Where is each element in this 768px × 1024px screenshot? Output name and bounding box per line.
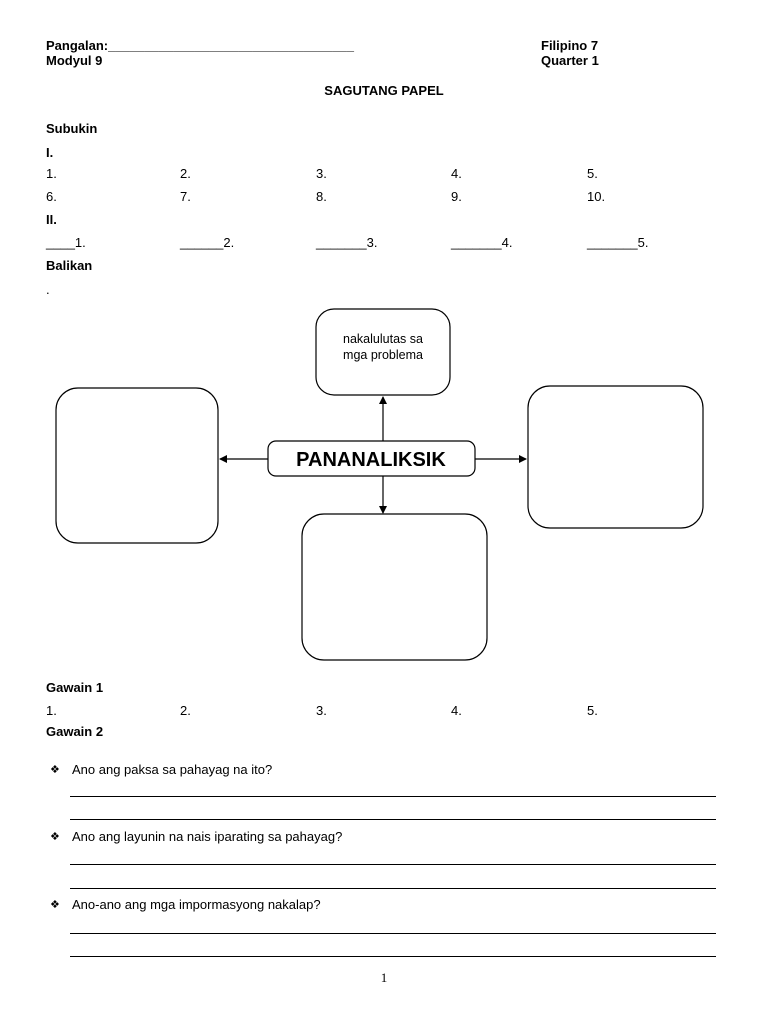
answer-line[interactable]: [70, 888, 716, 889]
answer-item[interactable]: 3.: [316, 166, 327, 181]
answer-item[interactable]: 7.: [180, 189, 191, 204]
answer-line[interactable]: [70, 956, 716, 957]
question-text: Ano ang paksa sa pahayag na ito?: [72, 762, 273, 777]
answer-line[interactable]: [70, 933, 716, 934]
question-text: Ano-ano ang mga impormasyong nakalap?: [72, 897, 321, 912]
bottom-box[interactable]: [302, 514, 487, 660]
left-box[interactable]: [56, 388, 218, 543]
answer-item[interactable]: 1.: [46, 703, 57, 718]
quarter-label: Quarter 1: [541, 53, 599, 68]
answer-blank[interactable]: ____1.: [46, 235, 86, 250]
answer-blank[interactable]: _______5.: [587, 235, 649, 250]
answer-item[interactable]: 4.: [451, 166, 462, 181]
answer-item[interactable]: 1.: [46, 166, 57, 181]
answer-item[interactable]: 4.: [451, 703, 462, 718]
center-box-label: PANANALIKSIK: [296, 449, 446, 471]
right-box[interactable]: [528, 386, 703, 528]
gawain2-heading: Gawain 2: [46, 724, 104, 739]
name-label[interactable]: Pangalan:__________________________________: [46, 38, 354, 53]
subukin-heading: Subukin: [46, 121, 98, 136]
answer-line[interactable]: [70, 796, 716, 797]
answer-item[interactable]: 2.: [180, 166, 191, 181]
subject-label: Filipino 7: [541, 38, 599, 53]
part-one-label: I.: [46, 145, 54, 160]
answer-line[interactable]: [70, 819, 716, 820]
answer-blank[interactable]: _______3.: [316, 235, 378, 250]
diamond-bullet-icon: ❖: [50, 764, 60, 776]
answer-line[interactable]: [70, 864, 716, 865]
answer-item[interactable]: 2.: [180, 703, 191, 718]
answer-blank[interactable]: _______4.: [451, 235, 513, 250]
page-number: 1: [380, 970, 388, 985]
answer-blank[interactable]: ______2.: [180, 235, 235, 250]
part-two-label: II.: [46, 212, 57, 227]
module-label: Modyul 9: [46, 53, 103, 68]
answer-item[interactable]: 5.: [587, 166, 598, 181]
answer-item[interactable]: 10.: [587, 189, 606, 204]
answer-item[interactable]: 3.: [316, 703, 327, 718]
gawain1-heading: Gawain 1: [46, 680, 104, 695]
diamond-bullet-icon: ❖: [50, 899, 60, 911]
top-box-text-line2: mga problema: [343, 348, 423, 362]
top-box-text-line1: nakalulutas sa: [343, 332, 423, 346]
answer-item[interactable]: 9.: [451, 189, 462, 204]
answer-item[interactable]: 8.: [316, 189, 327, 204]
balikan-dot: .: [46, 282, 50, 297]
page-title: SAGUTANG PAPEL: [324, 83, 444, 98]
answer-item[interactable]: 6.: [46, 189, 57, 204]
diamond-bullet-icon: ❖: [50, 831, 60, 843]
balikan-heading: Balikan: [46, 258, 93, 273]
question-text: Ano ang layunin na nais iparating sa pahayag?: [72, 829, 343, 844]
answer-item[interactable]: 5.: [587, 703, 598, 718]
